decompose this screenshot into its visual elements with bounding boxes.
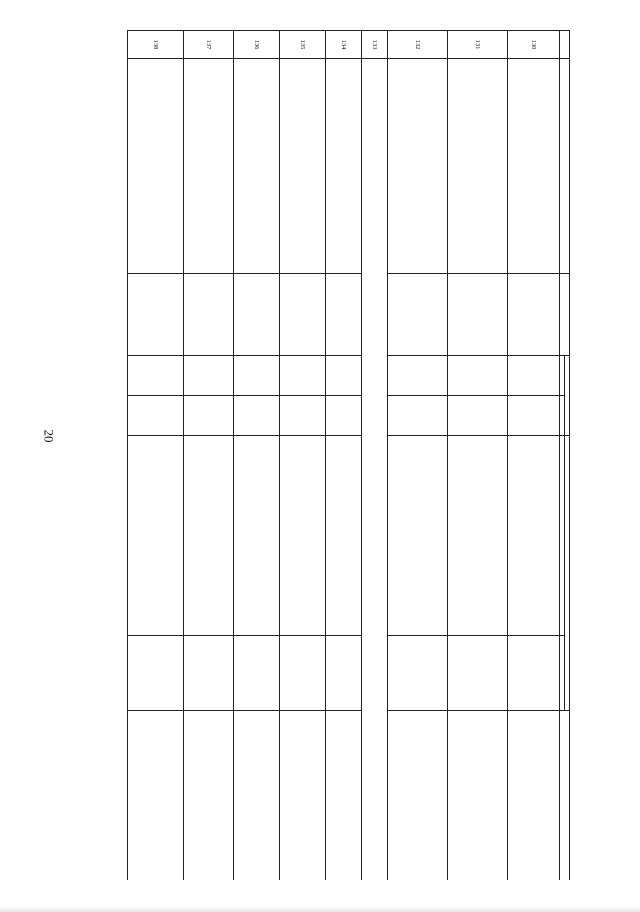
measure-name	[280, 59, 326, 274]
col-header-name	[560, 59, 570, 274]
measure-name	[448, 59, 508, 274]
col-header-end	[560, 396, 565, 436]
indicator-link	[184, 711, 234, 881]
row-number: 134	[326, 31, 362, 59]
start-year	[184, 356, 234, 396]
subprogram-title	[362, 59, 388, 881]
col-header-no	[560, 31, 570, 59]
measure-name	[508, 59, 560, 274]
col-header-value	[560, 636, 565, 711]
table-row	[388, 31, 448, 881]
responsible-executor	[184, 274, 234, 356]
start-year	[326, 356, 362, 396]
measure-name	[326, 59, 362, 274]
result-value	[280, 636, 326, 711]
col-header-responsible	[560, 274, 570, 356]
responsible-executor	[388, 274, 448, 356]
table-row	[184, 31, 234, 881]
measures-table	[127, 30, 570, 880]
table-row	[448, 31, 508, 881]
result-description	[508, 436, 560, 636]
end-year	[184, 396, 234, 436]
result-value	[326, 636, 362, 711]
row-number: 131	[448, 31, 508, 59]
row-number: 136	[234, 31, 280, 59]
indicator-link	[508, 711, 560, 881]
result-description	[234, 436, 280, 636]
indicator-link	[280, 711, 326, 881]
end-year	[448, 396, 508, 436]
result-value	[448, 636, 508, 711]
col-header-description	[560, 436, 565, 636]
result-description	[448, 436, 508, 636]
row-number: 133	[362, 31, 388, 59]
row-number: 130	[508, 31, 560, 59]
page-number: 20	[41, 429, 57, 443]
result-description	[128, 436, 184, 636]
responsible-executor	[326, 274, 362, 356]
table-row	[280, 31, 326, 881]
start-year	[508, 356, 560, 396]
result-value	[388, 636, 448, 711]
end-year	[508, 396, 560, 436]
end-year	[128, 396, 184, 436]
result-value	[234, 636, 280, 711]
row-number: 137	[184, 31, 234, 59]
result-value	[184, 636, 234, 711]
start-year	[280, 356, 326, 396]
measures-table-frame	[100, 30, 570, 880]
table-row	[234, 31, 280, 881]
table-row	[128, 31, 184, 881]
header-row-1	[565, 31, 570, 881]
section-row	[362, 31, 388, 881]
result-description	[388, 436, 448, 636]
start-year	[448, 356, 508, 396]
col-header-result	[565, 436, 570, 711]
responsible-executor	[234, 274, 280, 356]
measure-name	[184, 59, 234, 274]
end-year	[234, 396, 280, 436]
table-row	[326, 31, 362, 881]
result-description	[280, 436, 326, 636]
result-description	[184, 436, 234, 636]
indicator-link	[128, 711, 184, 881]
responsible-executor	[280, 274, 326, 356]
measure-name	[388, 59, 448, 274]
col-header-start	[560, 356, 565, 396]
row-number: 138	[128, 31, 184, 59]
row-number: 135	[280, 31, 326, 59]
table-row	[508, 31, 560, 881]
start-year	[234, 356, 280, 396]
start-year	[128, 356, 184, 396]
measure-name	[128, 59, 184, 274]
result-description	[326, 436, 362, 636]
col-header-link	[560, 711, 570, 881]
responsible-executor	[508, 274, 560, 356]
scan-bottom-edge	[0, 906, 640, 912]
responsible-executor	[448, 274, 508, 356]
start-year	[388, 356, 448, 396]
rotated-table-container	[100, 30, 570, 880]
row-number: 132	[388, 31, 448, 59]
end-year	[326, 396, 362, 436]
end-year	[388, 396, 448, 436]
end-year	[280, 396, 326, 436]
indicator-link	[448, 711, 508, 881]
indicator-link	[388, 711, 448, 881]
col-header-term	[565, 356, 570, 436]
result-value	[508, 636, 560, 711]
responsible-executor	[128, 274, 184, 356]
indicator-link	[234, 711, 280, 881]
result-value	[128, 636, 184, 711]
measure-name	[234, 59, 280, 274]
indicator-link	[326, 711, 362, 881]
